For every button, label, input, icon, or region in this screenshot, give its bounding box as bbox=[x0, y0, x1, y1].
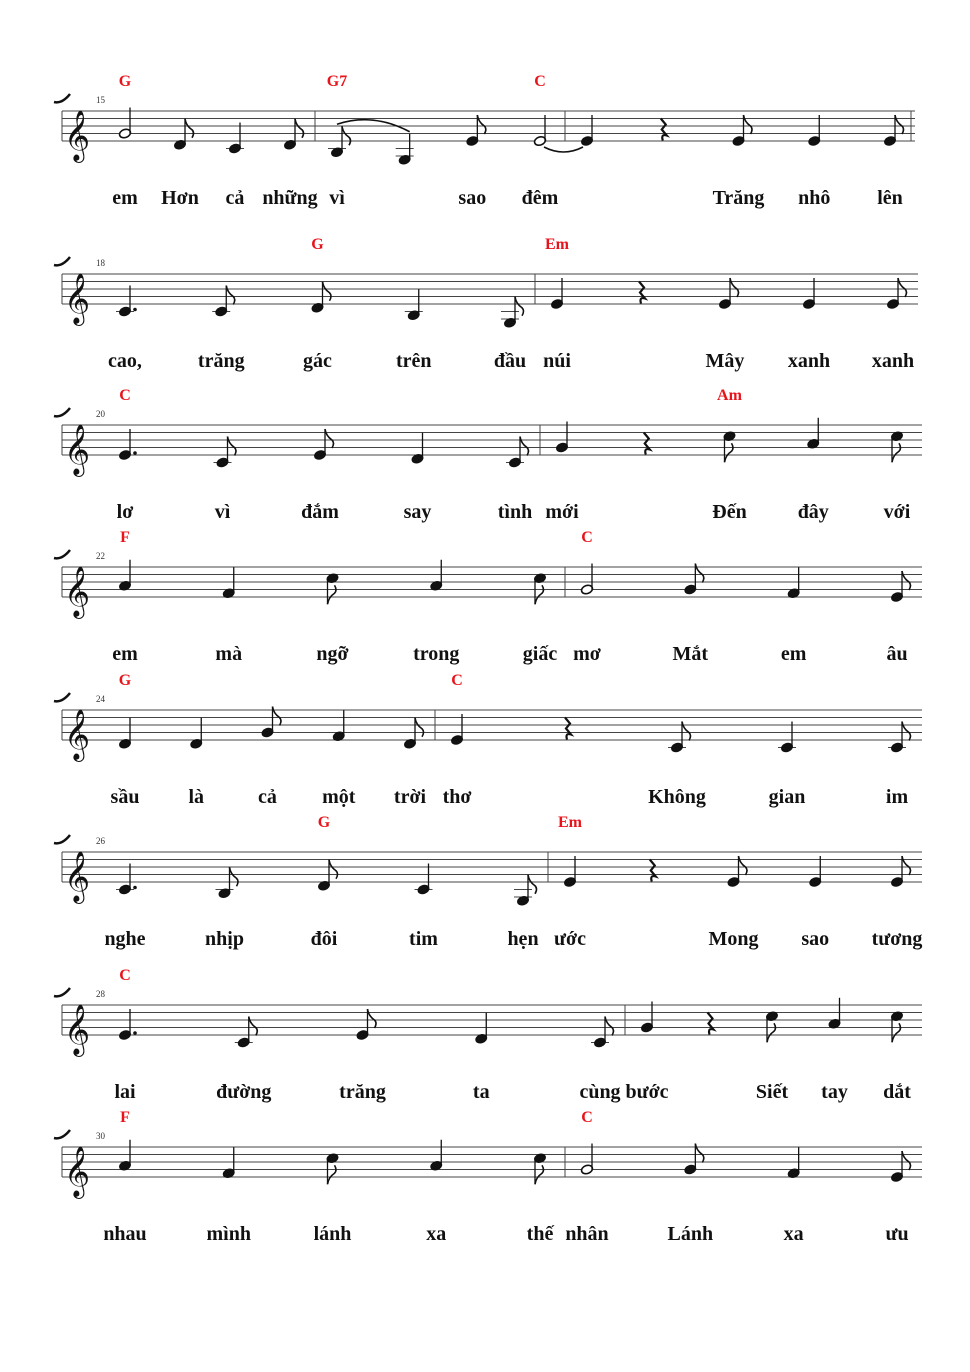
note bbox=[890, 431, 903, 463]
lyric-syllable: dắt bbox=[883, 1081, 911, 1103]
note bbox=[222, 567, 235, 599]
eighth-flag-icon bbox=[682, 722, 691, 741]
quarter-rest bbox=[708, 1013, 714, 1035]
lyric-syllable: ước bbox=[554, 928, 586, 950]
lyric-syllable: say bbox=[403, 501, 432, 523]
eighth-flag-icon bbox=[535, 1165, 544, 1184]
staff-system bbox=[54, 387, 922, 523]
lyric-syllable: cùng bbox=[579, 1081, 621, 1103]
breath-mark-icon bbox=[54, 835, 70, 843]
lyric-syllable: xa bbox=[783, 1223, 804, 1245]
eighth-flag-icon bbox=[415, 718, 424, 737]
staff-system bbox=[54, 236, 918, 372]
lyric-syllable: núi bbox=[543, 350, 571, 372]
note bbox=[313, 429, 333, 461]
eighth-flag-icon bbox=[230, 867, 239, 886]
treble-clef-icon: 𝄞 bbox=[64, 424, 91, 475]
lyric-syllable: mới bbox=[545, 501, 579, 523]
chord-symbol: C bbox=[119, 967, 131, 984]
note bbox=[808, 115, 821, 147]
lyric-syllable: mà bbox=[215, 643, 243, 665]
note bbox=[555, 422, 568, 454]
measure-number: 15 bbox=[96, 95, 105, 105]
eighth-flag-icon bbox=[329, 860, 338, 879]
eighth-flag-icon bbox=[892, 1023, 901, 1042]
eighth-flag-icon bbox=[228, 437, 237, 456]
eighth-flag-icon bbox=[528, 875, 537, 894]
lyric-syllable: tình bbox=[497, 501, 533, 523]
note bbox=[317, 860, 337, 892]
note bbox=[311, 282, 331, 314]
lyric-syllable: cao, bbox=[108, 350, 142, 372]
note bbox=[450, 714, 463, 746]
augmentation-dot bbox=[133, 308, 137, 312]
note bbox=[116, 864, 137, 896]
treble-clef-icon: 𝄞 bbox=[64, 1004, 91, 1055]
lyric-syllable: trên bbox=[395, 350, 432, 372]
lyric-syllable: Mây bbox=[705, 350, 745, 372]
note bbox=[118, 718, 131, 750]
note bbox=[326, 1153, 339, 1185]
lyric-syllable: vì bbox=[214, 501, 231, 523]
eighth-flag-icon bbox=[477, 115, 486, 134]
breath-mark-icon bbox=[54, 550, 70, 558]
eighth-flag-icon bbox=[902, 571, 911, 590]
lyric-syllable: em bbox=[780, 643, 807, 665]
note bbox=[261, 707, 281, 739]
note bbox=[886, 278, 906, 310]
eighth-flag-icon bbox=[739, 856, 748, 875]
lyric-syllable: thế bbox=[526, 1223, 554, 1245]
note bbox=[668, 722, 691, 754]
note bbox=[118, 108, 131, 140]
lyric-syllable: tương bbox=[871, 928, 923, 950]
eighth-flag-icon bbox=[226, 286, 235, 305]
lyric-syllable: gian bbox=[768, 786, 806, 808]
treble-clef-icon: 𝄞 bbox=[64, 110, 91, 161]
note bbox=[283, 119, 303, 151]
note bbox=[727, 856, 747, 888]
note bbox=[396, 134, 414, 166]
note bbox=[684, 564, 704, 596]
note bbox=[118, 1140, 131, 1172]
lyric-syllable: thơ bbox=[442, 786, 472, 808]
measure-number: 30 bbox=[96, 1131, 105, 1141]
lyric-syllable: Mắt bbox=[672, 643, 709, 665]
chord-symbol: C bbox=[534, 73, 546, 90]
breath-mark-icon bbox=[54, 693, 70, 701]
lyric-syllable: âu bbox=[886, 643, 908, 665]
lyric-syllable: im bbox=[885, 786, 909, 808]
eighth-flag-icon bbox=[695, 564, 704, 583]
note bbox=[888, 722, 911, 754]
lyric-syllable: đắm bbox=[301, 501, 339, 523]
note bbox=[828, 998, 841, 1030]
lyric-syllable: lai bbox=[114, 1081, 136, 1103]
note bbox=[787, 1147, 800, 1179]
tie bbox=[544, 147, 583, 152]
note bbox=[550, 278, 563, 310]
lyric-syllable: một bbox=[322, 786, 356, 808]
lyric-syllable: em bbox=[112, 187, 138, 209]
note bbox=[787, 567, 800, 599]
note bbox=[732, 115, 752, 147]
augmentation-dot bbox=[133, 451, 137, 455]
chord-symbol: G bbox=[317, 814, 331, 831]
rest-icon bbox=[565, 718, 571, 740]
eighth-flag-icon bbox=[368, 1009, 377, 1028]
note bbox=[430, 1140, 443, 1172]
eighth-flag-icon bbox=[328, 585, 337, 604]
lyric-syllable: giấc bbox=[522, 643, 558, 665]
treble-clef-icon: 𝄞 bbox=[64, 273, 91, 324]
chord-symbol: Am bbox=[717, 387, 742, 404]
lyric-syllable: đêm bbox=[521, 187, 559, 209]
note bbox=[807, 418, 820, 450]
note bbox=[326, 573, 339, 605]
lyric-syllable: Lánh bbox=[667, 1223, 714, 1245]
lyric-syllable: cả bbox=[225, 187, 245, 209]
eighth-flag-icon bbox=[898, 278, 907, 297]
chord-symbol: G bbox=[118, 73, 132, 90]
note bbox=[118, 429, 136, 461]
quarter-rest bbox=[661, 119, 667, 141]
eighth-flag-icon bbox=[892, 443, 901, 462]
note bbox=[684, 1144, 704, 1176]
treble-clef-icon: 𝄞 bbox=[64, 709, 91, 760]
eighth-flag-icon bbox=[273, 707, 282, 726]
treble-clef-icon: 𝄞 bbox=[64, 566, 91, 617]
chord-symbol: G bbox=[118, 672, 132, 689]
note bbox=[802, 278, 815, 310]
lyric-syllable: bước bbox=[625, 1081, 669, 1103]
note bbox=[411, 433, 424, 465]
note bbox=[214, 437, 237, 469]
chord-symbol: F bbox=[120, 1109, 130, 1126]
eighth-flag-icon bbox=[902, 856, 911, 875]
rest-icon bbox=[650, 860, 656, 882]
staff-system bbox=[54, 967, 922, 1103]
staff-system bbox=[54, 1109, 922, 1245]
note bbox=[883, 115, 903, 147]
staff-system bbox=[54, 73, 915, 209]
note bbox=[765, 1011, 778, 1043]
note bbox=[640, 1002, 653, 1034]
lyric-syllable: đường bbox=[216, 1081, 272, 1103]
lyric-syllable: nhô bbox=[798, 187, 831, 209]
lyric-syllable: tay bbox=[821, 1081, 848, 1103]
note bbox=[475, 1013, 488, 1045]
lyric-syllable: xa bbox=[426, 1223, 447, 1245]
note bbox=[356, 1009, 376, 1041]
note bbox=[501, 297, 524, 329]
lyric-syllable: Đến bbox=[712, 501, 747, 523]
measure-number: 20 bbox=[96, 409, 105, 419]
lyric-syllable: mình bbox=[206, 1223, 251, 1245]
lyric-syllable: nhau bbox=[103, 1223, 147, 1245]
eighth-flag-icon bbox=[535, 585, 544, 604]
note bbox=[563, 856, 576, 888]
note bbox=[212, 286, 235, 318]
note bbox=[506, 437, 529, 469]
note bbox=[809, 856, 822, 888]
note bbox=[533, 573, 546, 605]
lyric-syllable: trăng bbox=[197, 350, 245, 372]
staff-system bbox=[54, 529, 922, 665]
lyric-syllable: lánh bbox=[313, 1223, 352, 1245]
breath-mark-icon bbox=[54, 408, 70, 416]
breath-mark-icon bbox=[54, 94, 70, 102]
note bbox=[430, 560, 443, 592]
quarter-rest bbox=[644, 433, 650, 455]
lyric-syllable: ta bbox=[472, 1081, 490, 1103]
breath-mark-icon bbox=[54, 257, 70, 265]
chord-symbol: G7 bbox=[326, 73, 348, 90]
chord-symbol: C bbox=[581, 1109, 593, 1126]
chord-symbol: C bbox=[581, 529, 593, 546]
lyric-syllable: ngỡ bbox=[316, 643, 349, 665]
chord-symbol: C bbox=[451, 672, 463, 689]
eighth-flag-icon bbox=[725, 443, 734, 462]
lyric-syllable: nghe bbox=[104, 928, 146, 950]
lyric-syllable: ưu bbox=[885, 1223, 909, 1245]
rest-icon bbox=[661, 119, 667, 141]
note bbox=[580, 564, 593, 596]
note bbox=[591, 1017, 614, 1049]
rest-icon bbox=[708, 1013, 714, 1035]
note bbox=[173, 119, 193, 151]
measure-number: 22 bbox=[96, 551, 105, 561]
note bbox=[890, 1151, 910, 1183]
eighth-flag-icon bbox=[520, 437, 529, 456]
lyric-syllable: Không bbox=[648, 786, 706, 808]
measure-number: 28 bbox=[96, 989, 105, 999]
staff-system bbox=[54, 814, 922, 950]
note bbox=[405, 289, 423, 321]
lyric-syllable: là bbox=[188, 786, 205, 808]
eighth-flag-icon bbox=[342, 126, 351, 145]
lyric-syllable: đầu bbox=[493, 350, 527, 372]
note bbox=[580, 115, 593, 147]
augmentation-dot bbox=[133, 886, 137, 890]
quarter-rest bbox=[565, 718, 571, 740]
note bbox=[778, 722, 796, 754]
lyric-syllable: Trăng bbox=[712, 187, 765, 209]
note bbox=[723, 431, 736, 463]
rest-icon bbox=[639, 282, 645, 304]
eighth-flag-icon bbox=[744, 115, 753, 134]
eighth-flag-icon bbox=[695, 1144, 704, 1163]
note bbox=[580, 1144, 593, 1176]
eighth-flag-icon bbox=[730, 278, 739, 297]
measure-number: 26 bbox=[96, 836, 105, 846]
note bbox=[890, 856, 910, 888]
chord-symbol: Em bbox=[558, 814, 582, 831]
lyric-syllable: đôi bbox=[310, 928, 338, 950]
lyric-syllable: Mong bbox=[708, 928, 759, 950]
lyric-syllable: Hơn bbox=[161, 187, 199, 209]
eighth-flag-icon bbox=[295, 119, 304, 138]
lyric-syllable: sao bbox=[801, 928, 830, 950]
note bbox=[328, 126, 351, 158]
lyric-syllable: lơ bbox=[116, 501, 134, 523]
eighth-flag-icon bbox=[767, 1023, 776, 1042]
chord-symbol: C bbox=[119, 387, 131, 404]
note bbox=[514, 875, 537, 907]
treble-clef-icon: 𝄞 bbox=[64, 1146, 91, 1197]
eighth-flag-icon bbox=[902, 722, 911, 741]
lyric-syllable: với bbox=[883, 501, 911, 523]
lyric-syllable: cả bbox=[258, 786, 277, 808]
rest-icon bbox=[644, 433, 650, 455]
lyric-syllable: tim bbox=[409, 928, 438, 950]
note bbox=[222, 1147, 235, 1179]
note bbox=[118, 560, 131, 592]
eighth-flag-icon bbox=[328, 1165, 337, 1184]
note bbox=[890, 571, 910, 603]
eighth-flag-icon bbox=[605, 1017, 614, 1036]
eighth-flag-icon bbox=[323, 282, 332, 301]
lyric-syllable: trời bbox=[393, 786, 427, 808]
lyric-syllable: sao bbox=[458, 187, 487, 209]
chord-symbol: Em bbox=[545, 236, 569, 253]
note bbox=[235, 1017, 258, 1049]
lyric-syllable: gác bbox=[303, 350, 332, 372]
augmentation-dot bbox=[133, 1031, 137, 1035]
chord-symbol: G bbox=[311, 236, 324, 253]
lyric-syllable: sầu bbox=[110, 786, 140, 808]
note bbox=[890, 1011, 903, 1043]
eighth-flag-icon bbox=[515, 297, 524, 316]
lyric-syllable: những bbox=[262, 187, 318, 209]
eighth-flag-icon bbox=[325, 429, 334, 448]
chord-symbol: F bbox=[120, 529, 130, 546]
lyric-syllable: mơ bbox=[573, 643, 601, 665]
note bbox=[533, 115, 546, 147]
note bbox=[190, 718, 203, 750]
staff-system bbox=[54, 672, 922, 808]
eighth-flag-icon bbox=[185, 119, 194, 138]
note bbox=[718, 278, 738, 310]
lyric-syllable: hẹn bbox=[507, 928, 539, 950]
breath-mark-icon bbox=[54, 1130, 70, 1138]
lyric-syllable: xanh bbox=[787, 350, 831, 372]
lyric-syllable: nhân bbox=[565, 1223, 609, 1245]
note bbox=[116, 286, 137, 318]
note bbox=[466, 115, 486, 147]
note bbox=[403, 718, 423, 750]
lyric-syllable: xanh bbox=[871, 350, 915, 372]
note bbox=[226, 123, 244, 155]
note bbox=[533, 1153, 546, 1185]
eighth-flag-icon bbox=[895, 115, 904, 134]
eighth-flag-icon bbox=[902, 1151, 911, 1170]
measure-number: 24 bbox=[96, 694, 105, 704]
lyric-syllable: đây bbox=[797, 501, 829, 523]
lyric-syllable: vì bbox=[329, 187, 345, 209]
note bbox=[332, 710, 345, 742]
measure-number: 18 bbox=[96, 258, 105, 268]
quarter-rest bbox=[650, 860, 656, 882]
lyric-syllable: em bbox=[112, 643, 138, 665]
lyric-syllable: Siết bbox=[755, 1081, 789, 1103]
lyric-syllable: nhịp bbox=[205, 928, 244, 950]
lyric-syllable: trăng bbox=[339, 1081, 386, 1103]
treble-clef-icon: 𝄞 bbox=[64, 851, 91, 902]
quarter-rest bbox=[639, 282, 645, 304]
note bbox=[216, 867, 239, 899]
eighth-flag-icon bbox=[249, 1017, 258, 1036]
lyric-syllable: trong bbox=[413, 643, 460, 665]
lyric-syllable: lên bbox=[877, 187, 903, 209]
breath-mark-icon bbox=[54, 988, 70, 996]
note bbox=[118, 1009, 136, 1041]
note bbox=[415, 864, 433, 896]
